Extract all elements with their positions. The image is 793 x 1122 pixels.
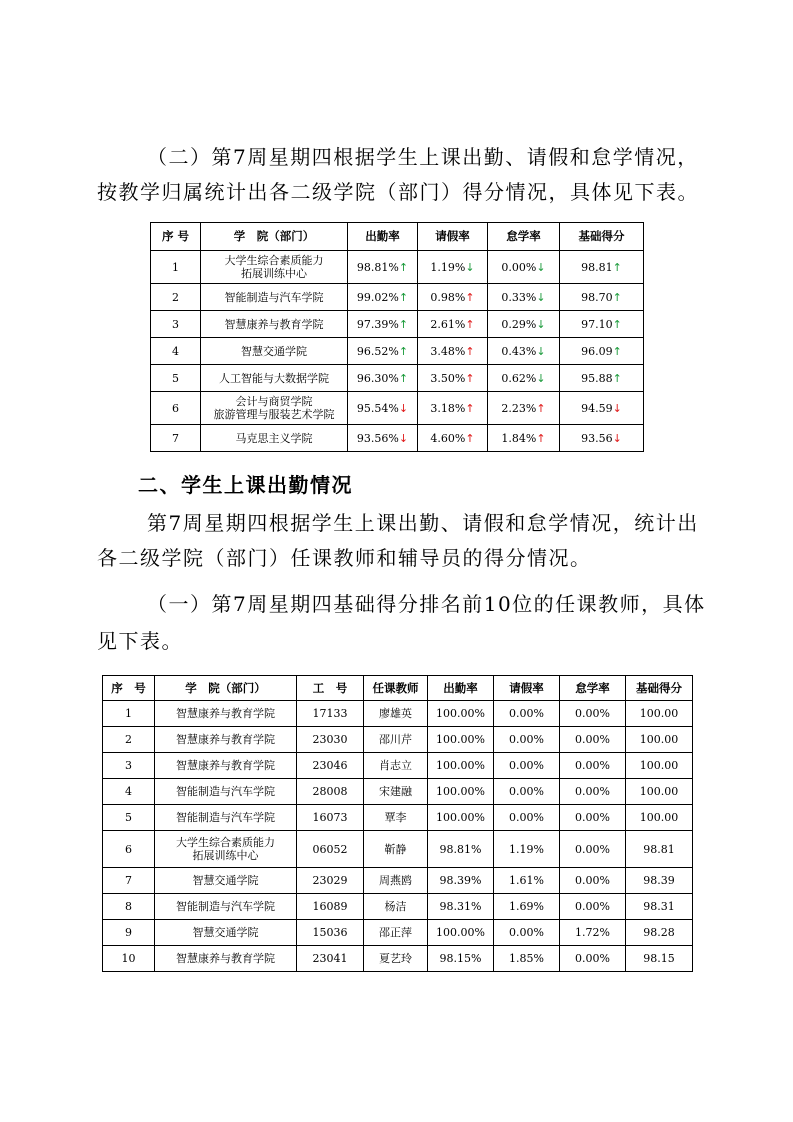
leave-rate-cell: 0.00% xyxy=(494,920,560,946)
leave-rate-cell xyxy=(418,365,488,392)
college-name-line1: 智慧康养与教育学院 xyxy=(224,317,324,331)
row-number-cell: 5 xyxy=(103,805,155,831)
attendance-rate-cell: 100.00% xyxy=(428,805,494,831)
attendance-rate-cell: 100.00% xyxy=(428,920,494,946)
absence-rate-cell-value: 0.00% xyxy=(501,260,537,274)
row-number-cell: 1 xyxy=(151,251,201,284)
trend-arrow-icon: ↓ xyxy=(536,260,546,274)
absence-rate-cell xyxy=(488,338,560,365)
staff-id-cell: 06052 xyxy=(297,831,364,868)
staff-id-cell: 23030 xyxy=(297,727,364,753)
leave-rate-cell-value: 3.50% xyxy=(430,371,466,385)
attendance-rate-cell: 98.81% xyxy=(428,831,494,868)
attendance-rate-cell xyxy=(348,425,418,452)
trend-arrow-icon: ↓ xyxy=(536,290,546,304)
table-row xyxy=(103,831,693,868)
absence-rate-cell: 1.72% xyxy=(560,920,626,946)
attendance-rate-cell: 100.00% xyxy=(428,753,494,779)
teacher-name-cell: 夏艺玲 xyxy=(364,946,428,972)
section2-para1-line1: 第7周星期四根据学生上课出勤、请假和怠学情况，统计出 xyxy=(147,511,699,535)
attendance-rate-cell xyxy=(348,284,418,311)
absence-rate-cell-value: 0.33% xyxy=(501,290,537,304)
college-name-line1: 会计与商贸学院 xyxy=(235,395,313,408)
trend-arrow-icon: ↑ xyxy=(536,431,546,445)
base-score-cell: 100.00 xyxy=(626,753,693,779)
header-cell: 请假率 xyxy=(418,223,488,251)
staff-id-cell: 16089 xyxy=(297,894,364,920)
row-number-cell: 2 xyxy=(151,284,201,311)
section2-para2-line2: 见下表。 xyxy=(97,629,183,653)
attendance-rate-cell-value: 95.54% xyxy=(356,401,399,415)
base-score-cell xyxy=(560,365,644,392)
college-cell xyxy=(155,727,297,753)
leave-rate-cell: 1.61% xyxy=(494,868,560,894)
header-cell: 出勤率 xyxy=(428,676,494,701)
absence-rate-cell-value: 0.43% xyxy=(501,344,537,358)
college-cell xyxy=(155,868,297,894)
college-cell xyxy=(201,251,348,284)
header-cell: 请假率 xyxy=(494,676,560,701)
base-score-cell: 98.39 xyxy=(626,868,693,894)
base-score-cell: 100.00 xyxy=(626,779,693,805)
table-row xyxy=(103,727,693,753)
row-number-cell: 2 xyxy=(103,727,155,753)
table-row xyxy=(151,251,644,284)
attendance-rate-cell: 98.15% xyxy=(428,946,494,972)
table-row xyxy=(151,365,644,392)
trend-arrow-icon: ↑ xyxy=(612,317,622,331)
college-score-table xyxy=(150,222,644,452)
table-row xyxy=(103,805,693,831)
staff-id-cell: 17133 xyxy=(297,701,364,727)
base-score-cell: 98.31 xyxy=(626,894,693,920)
absence-rate-cell: 0.00% xyxy=(560,894,626,920)
trend-arrow-icon: ↑ xyxy=(612,371,622,385)
base-score-cell xyxy=(560,338,644,365)
college-name-line1: 智能制造与汽车学院 xyxy=(176,811,275,824)
base-score-cell: 98.81 xyxy=(626,831,693,868)
leave-rate-cell: 1.69% xyxy=(494,894,560,920)
teacher-name-cell: 廖雄英 xyxy=(364,701,428,727)
attendance-rate-cell-value: 96.52% xyxy=(356,344,399,358)
leave-rate-cell xyxy=(418,392,488,425)
college-name-line1: 智能制造与汽车学院 xyxy=(176,900,275,913)
header-cell: 工 号 xyxy=(297,676,364,701)
college-cell xyxy=(201,392,348,425)
college-name-line1: 智慧康养与教育学院 xyxy=(176,759,275,772)
trend-arrow-icon: ↑ xyxy=(465,431,475,445)
row-number-cell: 4 xyxy=(103,779,155,805)
section1-para-line2: 按教学归属统计出各二级学院（部门）得分情况，具体见下表。 xyxy=(97,180,699,204)
leave-rate-cell: 1.85% xyxy=(494,946,560,972)
leave-rate-cell-value: 2.61% xyxy=(430,317,466,331)
teacher-name-cell: 靳静 xyxy=(364,831,428,868)
absence-rate-cell xyxy=(488,365,560,392)
absence-rate-cell: 0.00% xyxy=(560,753,626,779)
attendance-rate-cell: 100.00% xyxy=(428,701,494,727)
trend-arrow-icon: ↓ xyxy=(612,431,622,445)
attendance-rate-cell xyxy=(348,251,418,284)
leave-rate-cell: 0.00% xyxy=(494,805,560,831)
table-row xyxy=(103,920,693,946)
leave-rate-cell-value: 4.60% xyxy=(430,431,466,445)
base-score-cell-value: 98.70 xyxy=(581,290,613,304)
leave-rate-cell-value: 0.98% xyxy=(430,290,466,304)
table-row xyxy=(103,894,693,920)
table-row xyxy=(151,425,644,452)
absence-rate-cell xyxy=(488,392,560,425)
base-score-cell-value: 97.10 xyxy=(581,317,613,331)
staff-id-cell: 28008 xyxy=(297,779,364,805)
teacher-name-cell: 邵正萍 xyxy=(364,920,428,946)
base-score-cell xyxy=(560,311,644,338)
table-row xyxy=(103,946,693,972)
base-score-cell: 98.15 xyxy=(626,946,693,972)
staff-id-cell: 23046 xyxy=(297,753,364,779)
table-row xyxy=(151,311,644,338)
teacher-name-cell: 邵川芹 xyxy=(364,727,428,753)
table-row xyxy=(103,779,693,805)
college-name-line1: 马克思主义学院 xyxy=(235,431,313,445)
college-name-line2: 拓展训练中心 xyxy=(192,849,259,862)
header-cell: 序 号 xyxy=(151,223,201,251)
base-score-cell xyxy=(560,392,644,425)
trend-arrow-icon: ↓ xyxy=(536,317,546,331)
attendance-rate-cell: 100.00% xyxy=(428,727,494,753)
row-number-cell: 7 xyxy=(151,425,201,452)
absence-rate-cell-value: 0.29% xyxy=(501,317,537,331)
trend-arrow-icon: ↑ xyxy=(612,290,622,304)
leave-rate-cell xyxy=(418,311,488,338)
teacher-name-cell: 宋建融 xyxy=(364,779,428,805)
trend-arrow-icon: ↑ xyxy=(536,401,546,415)
header-cell: 怠学率 xyxy=(560,676,626,701)
leave-rate-cell-value: 3.18% xyxy=(430,401,466,415)
college-name-line1: 智慧交通学院 xyxy=(241,344,307,358)
absence-rate-cell: 0.00% xyxy=(560,868,626,894)
row-number-cell: 5 xyxy=(151,365,201,392)
absence-rate-cell xyxy=(488,284,560,311)
trend-arrow-icon: ↓ xyxy=(612,401,622,415)
teacher-name-cell: 覃李 xyxy=(364,805,428,831)
college-cell xyxy=(201,338,348,365)
college-name-line1: 智慧康养与教育学院 xyxy=(176,707,275,720)
trend-arrow-icon: ↑ xyxy=(398,317,409,331)
row-number-cell: 10 xyxy=(103,946,155,972)
leave-rate-cell xyxy=(418,338,488,365)
attendance-rate-cell xyxy=(348,365,418,392)
header-cell: 基础得分 xyxy=(626,676,693,701)
college-name-line1: 智慧交通学院 xyxy=(192,874,259,887)
row-number-cell: 6 xyxy=(103,831,155,868)
staff-id-cell: 15036 xyxy=(297,920,364,946)
attendance-rate-cell-value: 93.56% xyxy=(356,431,399,445)
absence-rate-cell: 0.00% xyxy=(560,831,626,868)
base-score-cell-value: 96.09 xyxy=(581,344,613,358)
base-score-cell: 100.00 xyxy=(626,701,693,727)
absence-rate-cell: 0.00% xyxy=(560,701,626,727)
teacher-name-cell: 肖志立 xyxy=(364,753,428,779)
row-number-cell: 3 xyxy=(151,311,201,338)
section2-heading: 二、学生上课出勤情况 xyxy=(138,473,353,497)
leave-rate-cell: 0.00% xyxy=(494,701,560,727)
base-score-cell-value: 93.56 xyxy=(581,431,613,445)
trend-arrow-icon: ↑ xyxy=(465,371,475,385)
section1-para-line1: （二）第7周星期四根据学生上课出勤、请假和怠学情况， xyxy=(147,145,699,169)
header-cell: 基础得分 xyxy=(560,223,644,251)
table-header-row xyxy=(103,676,693,701)
college-name-line1: 智能制造与汽车学院 xyxy=(224,290,324,304)
table-row xyxy=(103,701,693,727)
header-cell: 学 院（部门） xyxy=(155,676,297,701)
absence-rate-cell xyxy=(488,311,560,338)
table-header-row xyxy=(151,223,644,251)
teacher-name-cell: 杨洁 xyxy=(364,894,428,920)
college-cell xyxy=(201,365,348,392)
absence-rate-cell: 0.00% xyxy=(560,946,626,972)
table-row xyxy=(103,868,693,894)
row-number-cell: 4 xyxy=(151,338,201,365)
trend-arrow-icon: ↓ xyxy=(536,371,546,385)
trend-arrow-icon: ↓ xyxy=(398,431,409,445)
leave-rate-cell: 0.00% xyxy=(494,727,560,753)
row-number-cell: 7 xyxy=(103,868,155,894)
college-cell xyxy=(155,831,297,868)
trend-arrow-icon: ↓ xyxy=(398,401,409,415)
header-cell: 怠学率 xyxy=(488,223,560,251)
base-score-cell xyxy=(560,284,644,311)
leave-rate-cell: 1.19% xyxy=(494,831,560,868)
absence-rate-cell-value: 2.23% xyxy=(501,401,537,415)
leave-rate-cell: 0.00% xyxy=(494,779,560,805)
attendance-rate-cell-value: 97.39% xyxy=(356,317,399,331)
college-cell xyxy=(155,946,297,972)
leave-rate-cell xyxy=(418,251,488,284)
base-score-cell: 100.00 xyxy=(626,727,693,753)
trend-arrow-icon: ↓ xyxy=(536,344,546,358)
header-cell: 序 号 xyxy=(103,676,155,701)
base-score-cell xyxy=(560,425,644,452)
absence-rate-cell-value: 1.84% xyxy=(501,431,537,445)
base-score-cell: 98.28 xyxy=(626,920,693,946)
header-cell: 出勤率 xyxy=(348,223,418,251)
attendance-rate-cell-value: 99.02% xyxy=(356,290,399,304)
college-name-line1: 人工智能与大数据学院 xyxy=(219,371,329,385)
header-cell: 任课教师 xyxy=(364,676,428,701)
trend-arrow-icon: ↑ xyxy=(465,317,475,331)
attendance-rate-cell: 98.39% xyxy=(428,868,494,894)
staff-id-cell: 23029 xyxy=(297,868,364,894)
row-number-cell: 6 xyxy=(151,392,201,425)
trend-arrow-icon: ↑ xyxy=(612,260,622,274)
attendance-rate-cell: 98.31% xyxy=(428,894,494,920)
college-cell xyxy=(155,920,297,946)
college-cell xyxy=(155,805,297,831)
college-cell xyxy=(201,425,348,452)
base-score-cell xyxy=(560,251,644,284)
leave-rate-cell: 0.00% xyxy=(494,753,560,779)
trend-arrow-icon: ↓ xyxy=(465,260,475,274)
attendance-rate-cell xyxy=(348,311,418,338)
table-row xyxy=(151,284,644,311)
attendance-rate-cell: 100.00% xyxy=(428,779,494,805)
college-name-line1: 智能制造与汽车学院 xyxy=(176,785,275,798)
attendance-rate-cell xyxy=(348,338,418,365)
trend-arrow-icon: ↑ xyxy=(398,344,409,358)
college-name-line1: 大学生综合素质能力 xyxy=(224,254,324,267)
trend-arrow-icon: ↑ xyxy=(398,290,409,304)
section2-para2-line1: （一）第7周星期四基础得分排名前10位的任课教师，具体 xyxy=(147,592,706,616)
college-name-line2: 旅游管理与服装艺术学院 xyxy=(213,408,335,421)
table-row xyxy=(151,392,644,425)
base-score-cell-value: 98.81 xyxy=(581,260,613,274)
absence-rate-cell xyxy=(488,425,560,452)
attendance-rate-cell xyxy=(348,392,418,425)
trend-arrow-icon: ↑ xyxy=(465,290,475,304)
attendance-rate-cell-value: 96.30% xyxy=(356,371,399,385)
college-name-line1: 大学生综合素质能力 xyxy=(176,836,275,849)
college-name-line1: 智慧康养与教育学院 xyxy=(176,952,275,965)
college-cell xyxy=(155,753,297,779)
teacher-top10-table xyxy=(102,675,693,972)
absence-rate-cell: 0.00% xyxy=(560,727,626,753)
row-number-cell: 1 xyxy=(103,701,155,727)
trend-arrow-icon: ↑ xyxy=(465,401,475,415)
college-cell xyxy=(155,701,297,727)
section2-para1-line2: 各二级学院（部门）任课教师和辅导员的得分情况。 xyxy=(97,546,592,570)
leave-rate-cell-value: 3.48% xyxy=(430,344,466,358)
college-name-line2: 拓展训练中心 xyxy=(241,267,307,280)
trend-arrow-icon: ↑ xyxy=(465,344,475,358)
absence-rate-cell: 0.00% xyxy=(560,805,626,831)
staff-id-cell: 16073 xyxy=(297,805,364,831)
table-row xyxy=(103,753,693,779)
absence-rate-cell xyxy=(488,251,560,284)
header-cell: 学 院（部门） xyxy=(201,223,348,251)
college-name-line1: 智慧康养与教育学院 xyxy=(176,733,275,746)
base-score-cell-value: 94.59 xyxy=(581,401,613,415)
attendance-rate-cell-value: 98.81% xyxy=(356,260,399,274)
trend-arrow-icon: ↑ xyxy=(398,260,409,274)
college-cell xyxy=(201,311,348,338)
trend-arrow-icon: ↑ xyxy=(612,344,622,358)
row-number-cell: 9 xyxy=(103,920,155,946)
table-row xyxy=(151,338,644,365)
base-score-cell: 100.00 xyxy=(626,805,693,831)
trend-arrow-icon: ↑ xyxy=(398,371,409,385)
staff-id-cell: 23041 xyxy=(297,946,364,972)
absence-rate-cell: 0.00% xyxy=(560,779,626,805)
college-name-line1: 智慧交通学院 xyxy=(192,926,259,939)
leave-rate-cell xyxy=(418,425,488,452)
teacher-name-cell: 周燕鸥 xyxy=(364,868,428,894)
college-cell xyxy=(155,779,297,805)
base-score-cell-value: 95.88 xyxy=(581,371,613,385)
college-cell xyxy=(155,894,297,920)
leave-rate-cell xyxy=(418,284,488,311)
leave-rate-cell-value: 1.19% xyxy=(430,260,466,274)
row-number-cell: 3 xyxy=(103,753,155,779)
row-number-cell: 8 xyxy=(103,894,155,920)
college-cell xyxy=(201,284,348,311)
absence-rate-cell-value: 0.62% xyxy=(501,371,537,385)
